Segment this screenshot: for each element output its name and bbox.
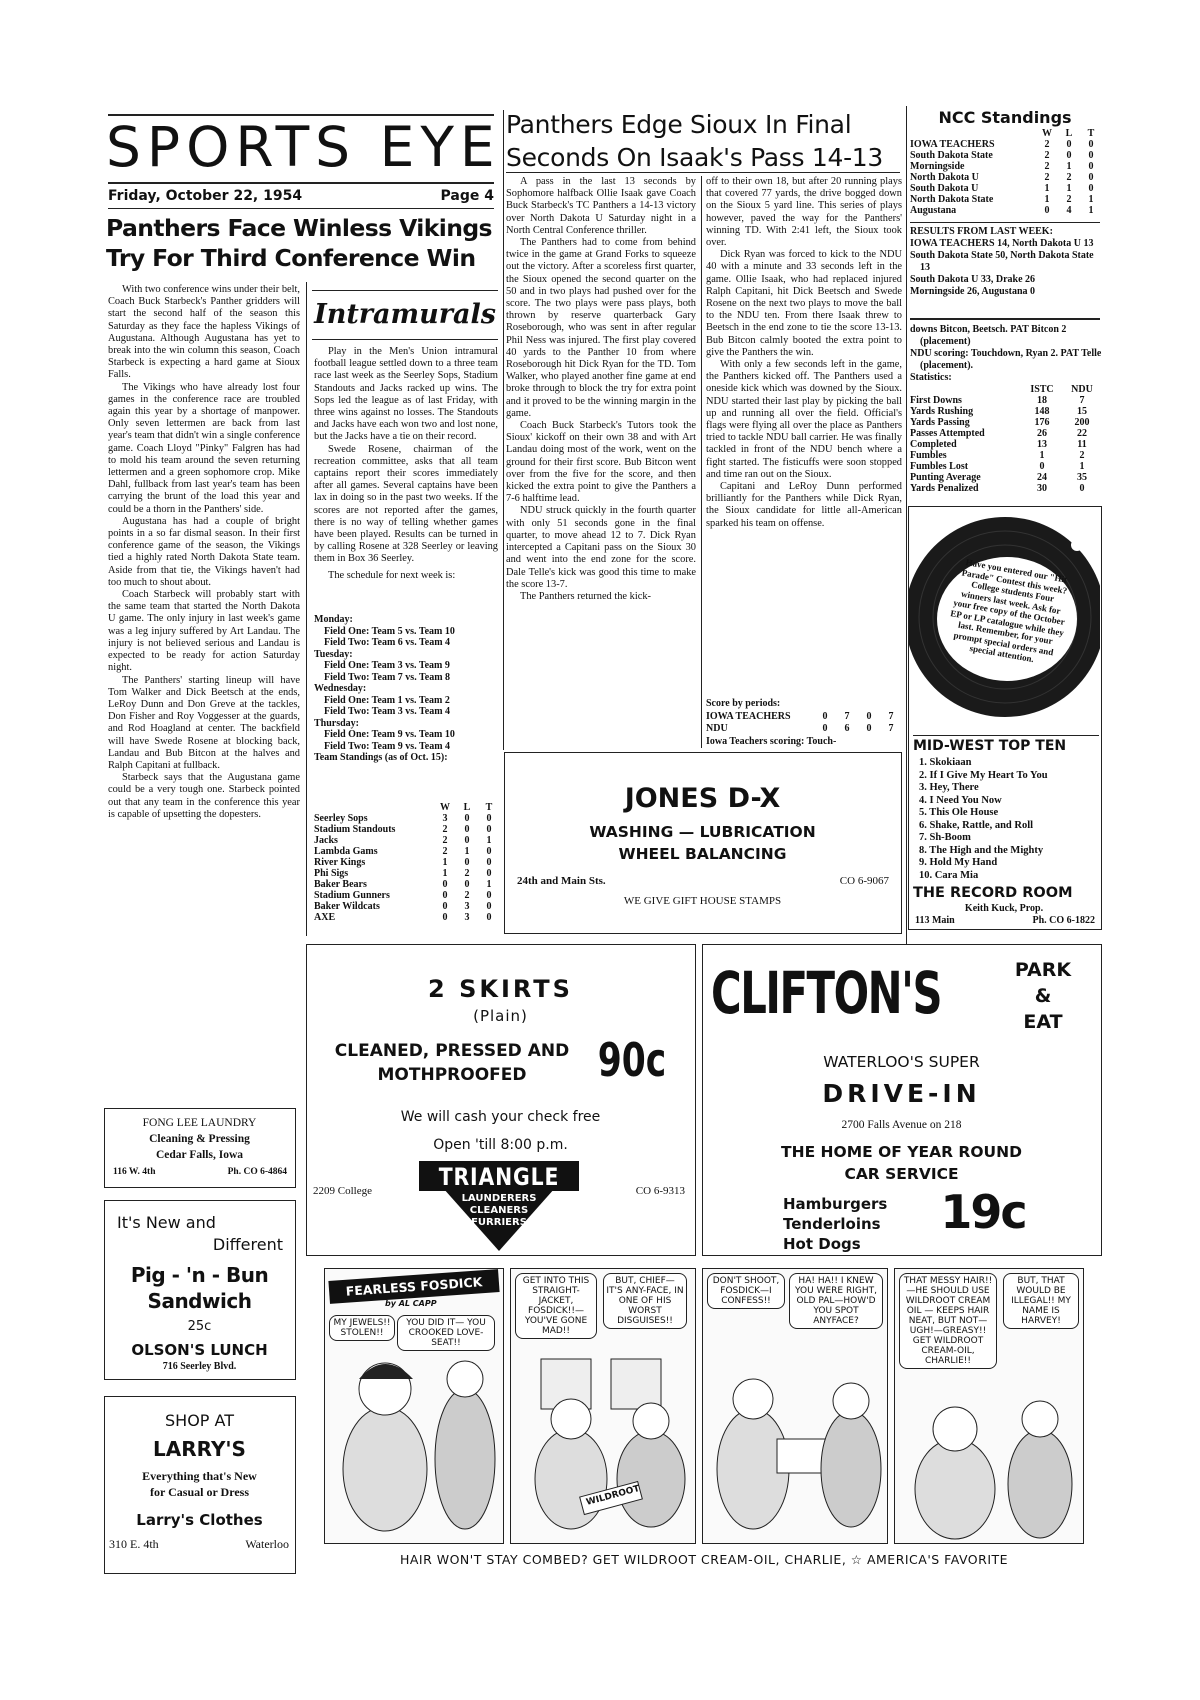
speech-bubble: MY JEWELS!! STOLEN!! bbox=[329, 1315, 395, 1341]
cliftons-name: CLIFTON'S bbox=[711, 959, 942, 1027]
score-row: NDU 0 6 0 7 bbox=[706, 723, 894, 734]
cliftons-address: 2700 Falls Avenue on 218 bbox=[841, 1119, 962, 1131]
table-row: AXE 0 3 0 bbox=[314, 912, 492, 923]
schedule-game: Field Two: Team 7 vs. Team 8 bbox=[324, 671, 451, 683]
list-item: 2. If I Give My Heart To You bbox=[919, 769, 1048, 781]
larrys-address: 310 E. 4th bbox=[109, 1537, 159, 1551]
triangle-logo-sub2: CLEANERS bbox=[469, 1205, 529, 1216]
ncc-rule bbox=[910, 318, 1100, 320]
cliftons-menu-item: Tenderloins bbox=[783, 1215, 881, 1233]
column-rule bbox=[306, 282, 307, 936]
triangle-line2: MOTHPROOFED bbox=[377, 1065, 527, 1085]
schedule-day: Wednesday: bbox=[314, 683, 367, 694]
table-row: North Dakota State 1 2 1 bbox=[910, 194, 1094, 205]
record-room-name: THE RECORD ROOM bbox=[913, 885, 1073, 901]
table-row: Stadium Standouts 2 0 0 bbox=[314, 824, 492, 835]
result-line: South Dakota U 33, Drake 26 bbox=[910, 274, 1036, 285]
vikings-para: The Vikings who have already lost four games in the conference race are troubled again this year by a shortage of manpower. Only seven lettermen are back from last year's team that didn't win a single conference game. Coach Lloyd "Pinky" Falgren has had to mold his team around the seven returning lettermen and a green sophomore crop. Mike Dahl, fullback from last year's team has been carrying the brunt of the load this year and could be a thorn in the Panthers' side. bbox=[108, 381, 300, 515]
table-row: Jacks 2 0 1 bbox=[314, 835, 492, 846]
larrys-store: Larry's Clothes bbox=[136, 1511, 263, 1529]
speech-bubble: YOU DID IT— YOU CROOKED LOVE-SEAT!! bbox=[397, 1315, 495, 1351]
jones-dx-tagline: WE GIVE GIFT HOUSE STAMPS bbox=[623, 895, 782, 907]
results-title: RESULTS FROM LAST WEEK: bbox=[910, 226, 1053, 237]
sioux-para: A pass in the last 13 seconds by Sophomore halfback Ollie Isaak gave Coach Buck Starbeck's TC Panthers a 14-13 victory over North Dakota U Saturday night in a North Central Conference thriller. bbox=[506, 176, 696, 236]
result-line: Morningside 26, Augustana 0 bbox=[910, 286, 1036, 297]
vikings-para: Coach Starbeck will probably start with the same team that started the North Dakota U game. The only injury in last week's game was a leg injury suffered by Art Landau. The injury is not believed serious and Landau is expected to be ready for action Saturday night. bbox=[108, 589, 300, 674]
vikings-para: The Panthers' starting lineup will have Tom Walker and Dick Beetsch at the ends, LeRoy Dunn and Don Greve at the tackles, Don Fisher and Roy Voggesser at the guards, and Rod Hoagland at center. The backfield will have Swede Rosene at blocking back, Landau and Bub Bitcon at the halves and Ralph Capitani at fullback. bbox=[108, 674, 300, 771]
comic-panel-3 bbox=[702, 1268, 888, 1544]
standings-title: Team Standings (as of Oct. 15): bbox=[314, 752, 448, 763]
table-row: Baker Wildcats 0 3 0 bbox=[314, 901, 492, 912]
masthead-rule bbox=[108, 182, 494, 184]
intramurals-para: Swede Rosene, chairman of the recreation committee, asks that all team captains report their scores immediately after all games. Several captains have been lax in doing so in the past two weeks. If the scores are not reported after the games, there is no way of telling whether games have been played. Results can be turned in by calling Rosene at 328 Seerley or leaving them in Box 36 Seerley. bbox=[314, 443, 498, 565]
standings-col: T bbox=[485, 802, 493, 813]
jones-dx-ad bbox=[504, 752, 902, 934]
olsons-line1: It's New and bbox=[117, 1213, 216, 1232]
record-room-owner: Keith Kuck, Prop. bbox=[964, 903, 1044, 914]
triangle-price: 90c bbox=[597, 1033, 667, 1087]
sioux-para: NDU struck quickly in the fourth quarter with only 51 seconds gone in the final quarter, to move ahead 12 to 7. Dick Ryan intercepted a Capitani pass on the Sioux 30 and went into the end zone for the score. Dale Telle's kick was good this time to make the score 13-7. bbox=[506, 505, 696, 590]
list-item: 7. Sh-Boom bbox=[919, 832, 971, 843]
wildroot-label: WILDROOT bbox=[585, 1484, 641, 1508]
cliftons-waterloo: WATERLOO'S SUPER bbox=[823, 1053, 980, 1071]
result-line: IOWA TEACHERS 14, North Dakota U 13 bbox=[910, 238, 1094, 249]
schedule-game: Field One: Team 5 vs. Team 10 bbox=[324, 625, 455, 637]
intramurals-schedule bbox=[314, 614, 498, 764]
triangle-address: 2209 College bbox=[313, 1185, 372, 1197]
list-item: 6. Shake, Rattle, and Roll bbox=[919, 819, 1034, 831]
masthead-title: SPORTS EYE bbox=[106, 115, 501, 179]
list-item: 1. Skokiaan bbox=[919, 757, 972, 768]
schedule-game: Field One: Team 1 vs. Team 2 bbox=[324, 694, 450, 706]
ncc-rule bbox=[910, 222, 1100, 223]
cliftons-eat: EAT bbox=[1023, 1011, 1063, 1033]
standings-col: L bbox=[463, 802, 471, 813]
record-room-address: 113 Main bbox=[915, 915, 955, 926]
jones-dx-address: 24th and Main Sts. bbox=[517, 875, 606, 887]
cliftons-menu-item: Hamburgers bbox=[783, 1195, 888, 1213]
olsons-price: 25c bbox=[187, 1319, 212, 1334]
larrys-name: LARRY'S bbox=[153, 1437, 246, 1461]
table-row: First Downs 18 7 bbox=[910, 395, 1085, 406]
table-row: Seerley Sops 3 0 0 bbox=[314, 813, 492, 824]
fong-lee-address: 116 W. 4th bbox=[113, 1167, 156, 1177]
schedule-game: Field Two: Team 9 vs. Team 4 bbox=[324, 740, 451, 752]
triangle-hours: Open 'till 8:00 p.m. bbox=[433, 1137, 568, 1153]
table-row: River Kings 1 0 0 bbox=[314, 857, 492, 868]
table-row: Lambda Gams 2 1 0 bbox=[314, 846, 492, 857]
table-row: Morningside 2 1 0 bbox=[910, 161, 1094, 172]
ncc-title: NCC Standings bbox=[938, 108, 1072, 127]
triangle-logo-sub3: FURRIERS bbox=[471, 1217, 527, 1228]
schedule-game: Field One: Team 9 vs. Team 10 bbox=[324, 729, 455, 740]
comic-art bbox=[325, 1269, 502, 1542]
comic-panel-4 bbox=[894, 1268, 1084, 1544]
speech-bubble: THAT MESSY HAIR!!—HE SHOULD USE WILDROOT CREAM OIL — KEEPS HAIR NEAT, BUT NOT—UGH!—GREASY!! GET WILDROOT CREAM-OIL, CHARLIE!! bbox=[899, 1273, 997, 1369]
triangle-phone: CO 6-9313 bbox=[635, 1185, 685, 1197]
triangle-headline: 2 SKIRTS bbox=[428, 975, 573, 1003]
speech-bubble: HA! HA!! I KNEW YOU WERE RIGHT, OLD PAL—HOW'D YOU SPOT ANYFACE? bbox=[789, 1273, 883, 1329]
vikings-para: With two conference wins under their belt, Coach Buck Starbeck's Panther gridders will start the second half of the season this Saturday as they face the hapless Vikings of Augustana. Although Augustana has yet to break into the win column this season, Coach Starbeck is expecting a hard game at Sioux Falls. bbox=[108, 284, 300, 381]
intramurals-text bbox=[314, 346, 498, 610]
masthead-bottom-rule bbox=[108, 208, 494, 209]
comic-panel-2 bbox=[510, 1268, 696, 1544]
top10-list bbox=[919, 757, 1099, 882]
olsons-name: OLSON'S LUNCH bbox=[131, 1341, 268, 1359]
sioux-story-col1 bbox=[506, 176, 696, 748]
table-row: Phi Sigs 1 2 0 bbox=[314, 868, 492, 879]
schedule-day: Monday: bbox=[314, 614, 353, 625]
larrys-tag1: Everything that's New bbox=[142, 1469, 257, 1483]
fong-lee-ad bbox=[104, 1108, 296, 1188]
ncc-standings: W L T IOWA TEACHERS 2 0 0 South Dakota State 2 0 0 Morningside 2 1 0 North Dakota U 2 2 0 South Dakota U 1 1 0 North Dakota State 1 2 1 Augustana 0 4 1 bbox=[908, 128, 1102, 216]
intramurals-box bbox=[312, 290, 498, 340]
headline-rule bbox=[506, 172, 900, 173]
triangle-logo-sub1: LAUNDERERS bbox=[461, 1193, 537, 1204]
game-statistics: ISTC NDU First Downs 18 7 Yards Rushing 148 15 Yards Passing 176 200 Passes Attempted 26 22 Completed 13 11 Fumbles 1 2 Fumbles Lost 0 1 Punting Average 24 35 Yards Penalized 30 0 bbox=[908, 384, 1102, 494]
triangle-ad bbox=[306, 944, 696, 1256]
sioux-para: Capitani and LeRoy Dunn performed brilliantly for the Panthers while Dick Ryan, the Sioux candidate for little all-American sparked his team on offense. bbox=[706, 481, 902, 529]
record-room-phone: Ph. CO 6-1822 bbox=[1032, 915, 1095, 926]
triangle-cash: We will cash your check free bbox=[400, 1109, 601, 1125]
cliftons-menu-item: Hot Dogs bbox=[783, 1235, 861, 1253]
table-row: North Dakota U 2 2 0 bbox=[910, 172, 1094, 183]
list-item: 4. I Need You Now bbox=[919, 794, 1002, 806]
cliftons-ad bbox=[702, 944, 1102, 1256]
cliftons-amp: & bbox=[1034, 985, 1052, 1007]
fong-lee-service: Cleaning & Pressing bbox=[149, 1133, 250, 1145]
olsons-item1: Pig - 'n - Bun bbox=[130, 1263, 269, 1287]
result-line: South Dakota State 50, North Dakota State 13 bbox=[910, 250, 1094, 273]
vikings-story bbox=[108, 284, 300, 1088]
sioux-para: Coach Buck Starbeck's Tutors took the Sioux' kickoff on their own 38 and with Art Landau doing most of the work, went on the ground for their first score. Bub Bitcon went over from the five for the score, and then kicked the extra point to give the Panthers a 7-6 halftime lead. bbox=[506, 420, 696, 505]
speech-bubble: GET INTO THIS STRAIGHT-JACKET, FOSDICK!!—YOU'VE GONE MAD!! bbox=[515, 1273, 597, 1339]
sioux-para: The Panthers returned the kick- bbox=[520, 590, 651, 602]
top10-title: MID-WEST TOP TEN bbox=[913, 735, 1099, 754]
scoring-tail: Iowa Teachers scoring: Touch- bbox=[706, 735, 837, 747]
sioux-headline: Panthers Edge Sioux In Final Seconds On Isaak's Pass 14-13 bbox=[506, 110, 884, 172]
larrys-ad bbox=[104, 1396, 296, 1574]
larrys-tag2: for Casual or Dress bbox=[150, 1485, 249, 1499]
stats-label: Statistics: bbox=[910, 372, 952, 383]
column-rule bbox=[503, 110, 504, 750]
sioux-para: The Panthers had to come from behind twice in the game at Grand Forks to squeeze out the victory. After a scoreless first quarter, the Sioux opened the second quarter on the 50 and in two plays had pushed over for the score. The two plays were pass plays, both thrown by reserve quarterback Gary Roseborough, who was sent in after regular Phil Ness was injured. The first play covered 40 yards to the Panther 10 from where Roseborough hit Dick Ryan for the TD. Tom Walker, who played another fine game at end broke through to block the try for extra point and it proved to be the winning margin in the game. bbox=[506, 237, 696, 419]
jones-dx-line2: WHEEL BALANCING bbox=[618, 845, 787, 863]
ndu-scoring: NDU scoring: Touchdown, Ryan 2. PAT Telle (placement). bbox=[910, 348, 1102, 371]
comic-byline: by AL CAPP bbox=[385, 1299, 437, 1308]
table-row: Fumbles 1 2 bbox=[910, 450, 1085, 461]
schedule-day: Tuesday: bbox=[314, 648, 353, 660]
schedule-game: Field One: Team 3 vs. Team 9 bbox=[324, 660, 450, 671]
comic-footer: HAIR WON'T STAY COMBED? GET WILDROOT CREAM-OIL, CHARLIE, ☆ AMERICA'S FAVORITE bbox=[399, 1552, 1009, 1567]
triangle-logo: TRIANGLE bbox=[438, 1163, 560, 1191]
table-row: Passes Attempted 26 22 bbox=[910, 428, 1087, 439]
table-row: Augustana 0 4 1 bbox=[910, 205, 1094, 216]
schedule-day: Thursday: bbox=[314, 717, 360, 729]
table-row: Punting Average 24 35 bbox=[910, 472, 1087, 483]
masthead-page: Page 4 bbox=[440, 188, 494, 204]
record-room-ad bbox=[908, 506, 1102, 930]
ncc-results bbox=[910, 226, 1102, 298]
table-row: Baker Bears 0 0 1 bbox=[314, 879, 492, 890]
jones-dx-phone: CO 6-9067 bbox=[839, 875, 889, 887]
fong-lee-name: FONG LEE LAUNDRY bbox=[142, 1117, 257, 1129]
larrys-city: Waterloo bbox=[245, 1537, 289, 1551]
vikings-headline: Panthers Face Winless Vikings Try For Third Conference Win bbox=[106, 214, 492, 272]
standings-col: W bbox=[440, 802, 450, 813]
speech-bubble: BUT, CHIEF— IT'S ANY-FACE, IN ONE OF HIS WORST DISGUISES!! bbox=[603, 1273, 687, 1329]
olsons-ad bbox=[104, 1200, 296, 1380]
sioux-para: off to their own 18, but after 20 running plays that covered 77 yards, the drive bogged down on the Sioux 5 yard line. This series of plays however, paved the way for the Panthers' winning TD. With 2:41 left, the Sioux took over. bbox=[706, 176, 902, 249]
intramurals-heading: Intramurals bbox=[314, 299, 496, 330]
score-by-periods bbox=[706, 698, 902, 748]
cliftons-home2: CAR SERVICE bbox=[844, 1165, 959, 1183]
comic-panel-1 bbox=[324, 1268, 504, 1544]
table-row: South Dakota U 1 1 0 bbox=[910, 183, 1094, 194]
list-item: 8. The High and the Mighty bbox=[919, 844, 1044, 856]
olsons-line2: Different bbox=[212, 1235, 283, 1254]
column-rule bbox=[701, 176, 702, 748]
scoring-cont: downs Bitcon, Beetsch. PAT Bitcon 2 (placement) bbox=[910, 324, 1067, 347]
list-item: 5. This Ole House bbox=[919, 807, 999, 818]
triangle-line1: CLEANED, PRESSED AND bbox=[334, 1041, 570, 1061]
score-row: IOWA TEACHERS 0 7 0 7 bbox=[706, 710, 894, 722]
olsons-item2: Sandwich bbox=[147, 1289, 252, 1313]
jones-dx-line1: WASHING — LUBRICATION bbox=[589, 823, 816, 841]
speech-bubble: BUT, THAT WOULD BE ILLEGAL!! MY NAME IS HARVEY! bbox=[1003, 1273, 1079, 1329]
table-row: Fumbles Lost 0 1 bbox=[910, 461, 1085, 472]
schedule-game: Field Two: Team 3 vs. Team 4 bbox=[324, 706, 451, 717]
fong-lee-phone: Ph. CO 6-4864 bbox=[227, 1167, 287, 1177]
sioux-para: Dick Ryan was forced to kick to the NDU 40 with a minute and 33 seconds left in the game. Ollie Isaak, who had replaced injured Ralph Capitani, hit Dick Beetsch and Swede Rosene on the next two plays to move the ball to the NDU ten. From there Isaak threw to Beetsch in the end zone to tie the score 13-13. Bub Bitcon calmly booted the extra point to give the Panthers the win. bbox=[706, 249, 902, 358]
vikings-para: Augustana has had a couple of bright points in a so far dismal season. In their first conference game of the season, the Vikings tied a highly rated North Dakota State team. Aside from that tie, the Vikings haven't had too much to shout about. bbox=[108, 515, 300, 588]
table-row: Stadium Gunners 0 2 0 bbox=[314, 890, 492, 901]
table-row: Yards Passing 176 200 bbox=[910, 417, 1090, 428]
list-item: 3. Hey, There bbox=[919, 782, 979, 793]
masthead-date: Friday, October 22, 1954 bbox=[108, 188, 303, 204]
jones-dx-name: JONES D-X bbox=[624, 783, 781, 814]
list-item: 10. Cara Mia bbox=[919, 869, 979, 881]
intramurals-para: Play in the Men's Union intramural football league settled down to a three team race last week as the Seerley Sops, Stadium Standouts and Jacks racked up wins. The Sops led the league as of last Friday, with three wins against no losses. The Standouts and Jacks have each won two and lost none, but the Jacks have a tie on their record. bbox=[314, 346, 498, 443]
speech-bubble: DON'T SHOOT, FOSDICK—I CONFESS!! bbox=[707, 1273, 785, 1309]
comic-title: FEARLESS FOSDICK bbox=[328, 1269, 499, 1304]
score-label: Score by periods: bbox=[706, 698, 781, 709]
larrys-line1: SHOP AT bbox=[165, 1411, 234, 1430]
cliftons-price: 19c bbox=[940, 1185, 1026, 1239]
comic-strip bbox=[324, 1268, 1084, 1580]
olsons-address: 716 Seerley Blvd. bbox=[162, 1361, 237, 1372]
fong-lee-city: Cedar Falls, Iowa bbox=[156, 1149, 243, 1161]
triangle-sub: (Plain) bbox=[473, 1007, 528, 1025]
table-row: Yards Rushing 148 15 bbox=[910, 406, 1087, 417]
list-item: 9. Hold My Hand bbox=[919, 857, 998, 868]
sioux-story-col2 bbox=[706, 176, 902, 696]
cliftons-home1: THE HOME OF YEAR ROUND bbox=[781, 1143, 1022, 1161]
table-row: Yards Penalized 30 0 bbox=[910, 483, 1085, 494]
intramurals-para: The schedule for next week is: bbox=[328, 569, 456, 581]
table-row: IOWA TEACHERS 2 0 0 bbox=[910, 139, 1094, 150]
sioux-para: With only a few seconds left in the game, the Panthers kicked off. The Panthers used a oneside kick which was downed by the Sioux. NDU started their last play by picking the ball up and running all over the field. Official's flags were flying all over the place as Panthers tried to tackle NDU ball carrier. He was finally tackled in front of the NDU bench where a fight started. The fisticuffs were soon stopped and time ran out on the Sioux. bbox=[706, 359, 902, 480]
sioux-stats-continued bbox=[910, 324, 1102, 384]
cliftons-park: PARK bbox=[1014, 959, 1072, 981]
table-row: South Dakota State 2 0 0 bbox=[910, 150, 1094, 161]
record-promo: Have you entered our "Hit Parade" Contest this week? College students Four winners last week. Ask for your free copy of the October EP or LP catalogue while they last. Remember, for your prompt special orders and special attention. bbox=[949, 556, 1068, 665]
intramural-standings bbox=[312, 802, 500, 923]
schedule-game: Field Two: Team 6 vs. Team 4 bbox=[324, 637, 451, 648]
cliftons-drivein: DRIVE-IN bbox=[822, 1079, 981, 1108]
table-row: Completed 13 11 bbox=[910, 439, 1087, 450]
vikings-para: Starbeck says that the Augustana game could be a very tough one. Starbeck pointed out that any team in the conference this year is capable of upsetting the dopesters. bbox=[108, 772, 300, 820]
